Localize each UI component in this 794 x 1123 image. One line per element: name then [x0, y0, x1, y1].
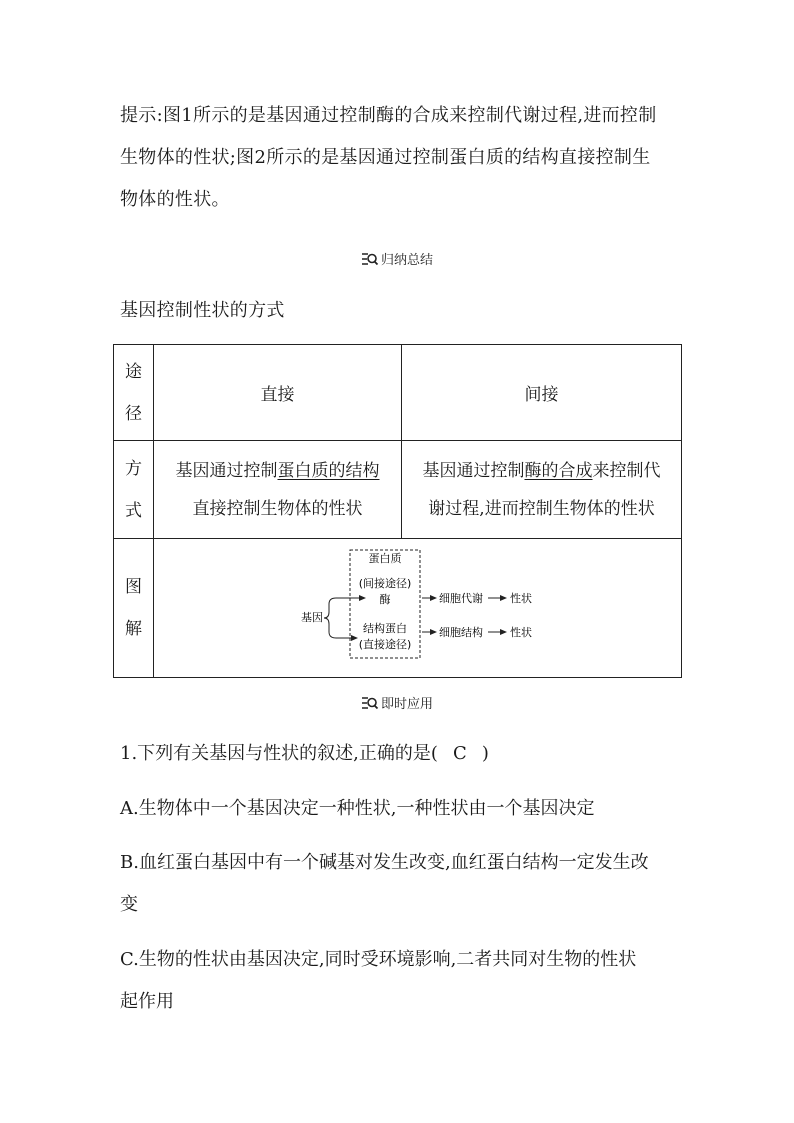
- apply-header: [0, 693, 794, 714]
- option-b-line-1: B.血红蛋白基因中有一个碱基对发生改变,血红蛋白结构一定发生改: [120, 852, 649, 873]
- row-label-mode: 方 式: [114, 441, 154, 539]
- option-c-line-1: C.生物的性状由基因决定,同时受环境影响,二者共同对生物的性状: [120, 949, 637, 970]
- question-stem: 1.下列有关基因与性状的叙述,正确的是( C ): [120, 733, 489, 775]
- label-gene: 基因: [301, 610, 323, 624]
- row-label-path: 途 径: [114, 345, 154, 441]
- table-row-path: [114, 345, 682, 441]
- apply-icon: [361, 696, 379, 714]
- option-c-line-2: 起作用: [120, 991, 174, 1012]
- label-trait-1: 性状: [510, 591, 532, 605]
- label-enzyme: 酶: [379, 592, 391, 606]
- mode-table: [113, 344, 682, 678]
- cell-direct-mode: 基因通过控制蛋白质的结构 直接控制生物体的性状: [154, 441, 402, 539]
- option-b-line-2: 变: [120, 894, 138, 915]
- summary-header-text: 归纳总结: [380, 253, 433, 268]
- answer: C: [453, 743, 467, 764]
- label-trait-2: 性状: [510, 625, 532, 639]
- table-row-diagram: [114, 539, 682, 678]
- label-structure: 细胞结构: [439, 625, 483, 639]
- apply-header-text: 即时应用: [380, 697, 433, 712]
- brace: [324, 598, 336, 638]
- diagram-cell: [154, 539, 682, 678]
- summary-icon: [361, 252, 379, 270]
- cell-indirect: 间接: [402, 345, 682, 441]
- hint-line-3: 物体的性状。: [120, 189, 230, 210]
- label-structural-protein: 结构蛋白: [363, 621, 407, 635]
- label-indirect-path: (间接途径): [358, 576, 412, 590]
- row-label-diagram: 图 解: [114, 539, 154, 678]
- cell-indirect-mode: 基因通过控制酶的合成来控制代 谢过程,进而控制生物体的性状: [402, 441, 682, 539]
- label-protein: 蛋白质: [368, 551, 402, 565]
- label-direct-path: (直接途径): [358, 637, 412, 651]
- hint-line-2: 生物体的性状;图2所示的是基因通过控制蛋白质的结构直接控制生: [120, 147, 651, 168]
- section-title: 基因控制性状的方式: [120, 300, 285, 321]
- gene-trait-diagram: [154, 540, 681, 677]
- option-a: A.生物体中一个基因决定一种性状,一种性状由一个基因决定: [120, 798, 595, 819]
- cell-direct: 直接: [154, 345, 402, 441]
- summary-header: [0, 249, 794, 270]
- table-row-mode: [114, 441, 682, 539]
- label-metabolism: 细胞代谢: [439, 591, 483, 605]
- hint-line-1: 提示:图1所示的是基因通过控制酶的合成来控制代谢过程,进而控制: [120, 105, 657, 126]
